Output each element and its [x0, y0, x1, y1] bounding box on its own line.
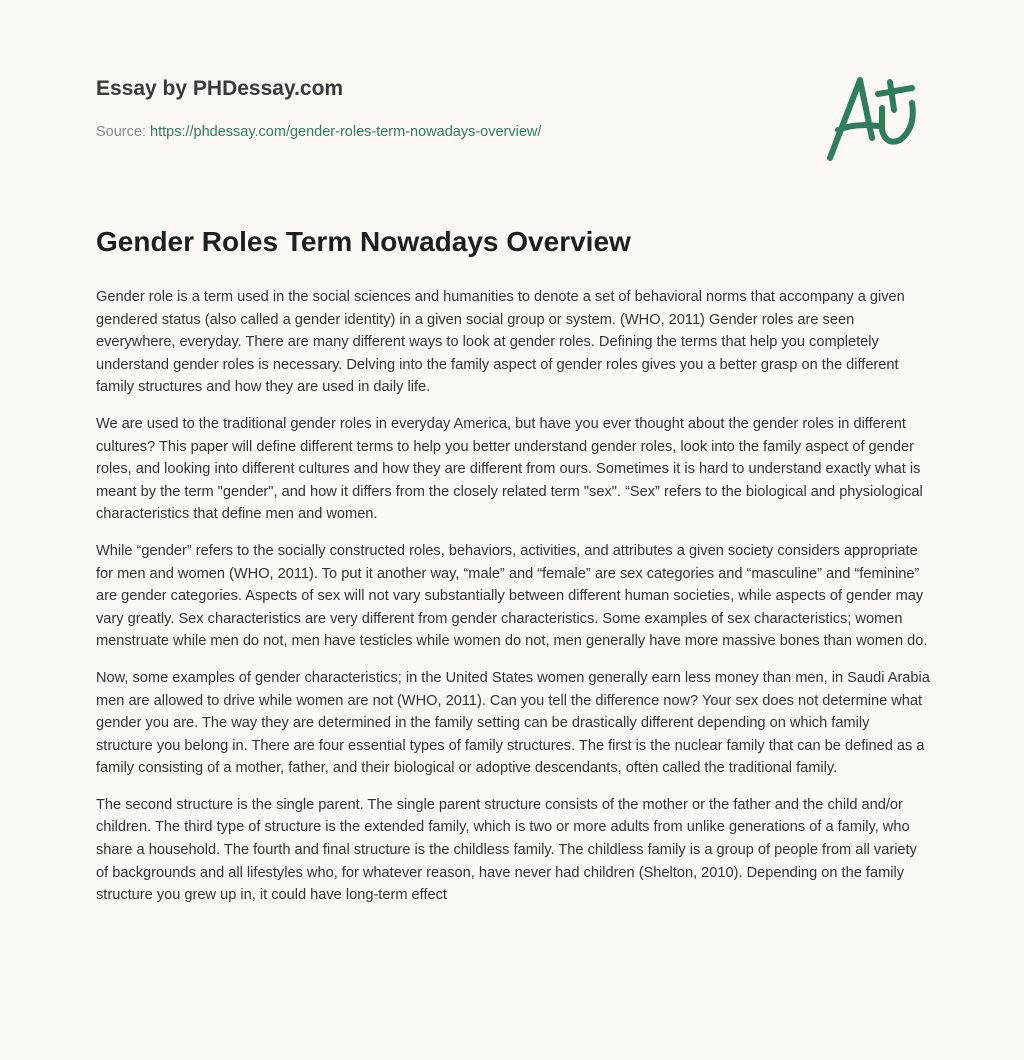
source-line: [96, 124, 541, 140]
paragraph: Gender role is a term used in the social sciences and humanities to denote a set of behavioral norms that accompany a given gendered status (also called a gender identity) in a given social group or system. (WHO, 2011) Gender roles are seen everywhere, everyday. There are many different ways to look at gender roles. Defining the terms that help you completely understand gender roles is necessary. Delving into the family aspect of gender roles gives you a better grasp on the different family structures and how they are used in daily life.: [96, 289, 905, 396]
page-title: Gender Roles Term Nowadays Overview: [96, 226, 631, 257]
source-link[interactable]: https://phdessay.com/gender-roles-term-nowadays-overview/: [150, 124, 542, 140]
paragraph: While “gender” refers to the socially constructed roles, behaviors, activities, and attributes a given society considers appropriate for men and women (WHO, 2011). To put it another way, “male” and “female” are sex categories and “masculine” and “feminine” are gender categories. Aspects of sex will not vary substantially between different human societies, while aspects of gender may vary greatly. Sex characteristics are very different from gender characteristics. Some examples of sex characteristics; women menstruate while men do not, men have testicles while women do not, men generally have more massive bones than women do.: [96, 542, 928, 650]
source-label: Source:: [96, 124, 146, 140]
paragraph: The second structure is the single parent. The single parent structure consists of the mother or the father and the child and/or children. The third type of structure is the extended family, which is two or more adults from unlike generations of a family, who share a household. The fourth and final structure is the childless family. The childless family is a group of people from all variety of backgrounds and all lifestyles who, for whatever reason, have never had children (Shelton, 2010). Depending on the family structure you grew up in, it could have long-term effect: [96, 796, 917, 904]
a-plus-logo-icon: [820, 68, 930, 168]
site-brand: Essay by PHDessay.com: [96, 77, 344, 100]
article-body: [96, 286, 930, 921]
paragraph: We are used to the traditional gender roles in everyday America, but have you ever thought about the gender roles in different cultures? This paper will define different terms to help you better understand gender roles, look into the family aspect of gender roles, and looking into different cultures and how they are different from ours. Sometimes it is hard to understand exactly what is meant by the term "gender", and how it differs from the closely related term "sex". “Sex” refers to the biological and physiological characteristics that define men and women.: [96, 415, 923, 523]
paragraph: Now, some examples of gender characteristics; in the United States women generally earn less money than men, in Saudi Arabia men are allowed to drive while women are not (WHO, 2011). Can you tell the difference now? Your sex does not determine what gender you are. The way they are determined in the family setting can be drastically different depending on which family structure you belong in. There are four essential types of family structures. The first is the nuclear family that can be defined as a family consisting of a mother, father, and their biological or adoptive descendants, often called the traditional family.: [96, 669, 930, 777]
